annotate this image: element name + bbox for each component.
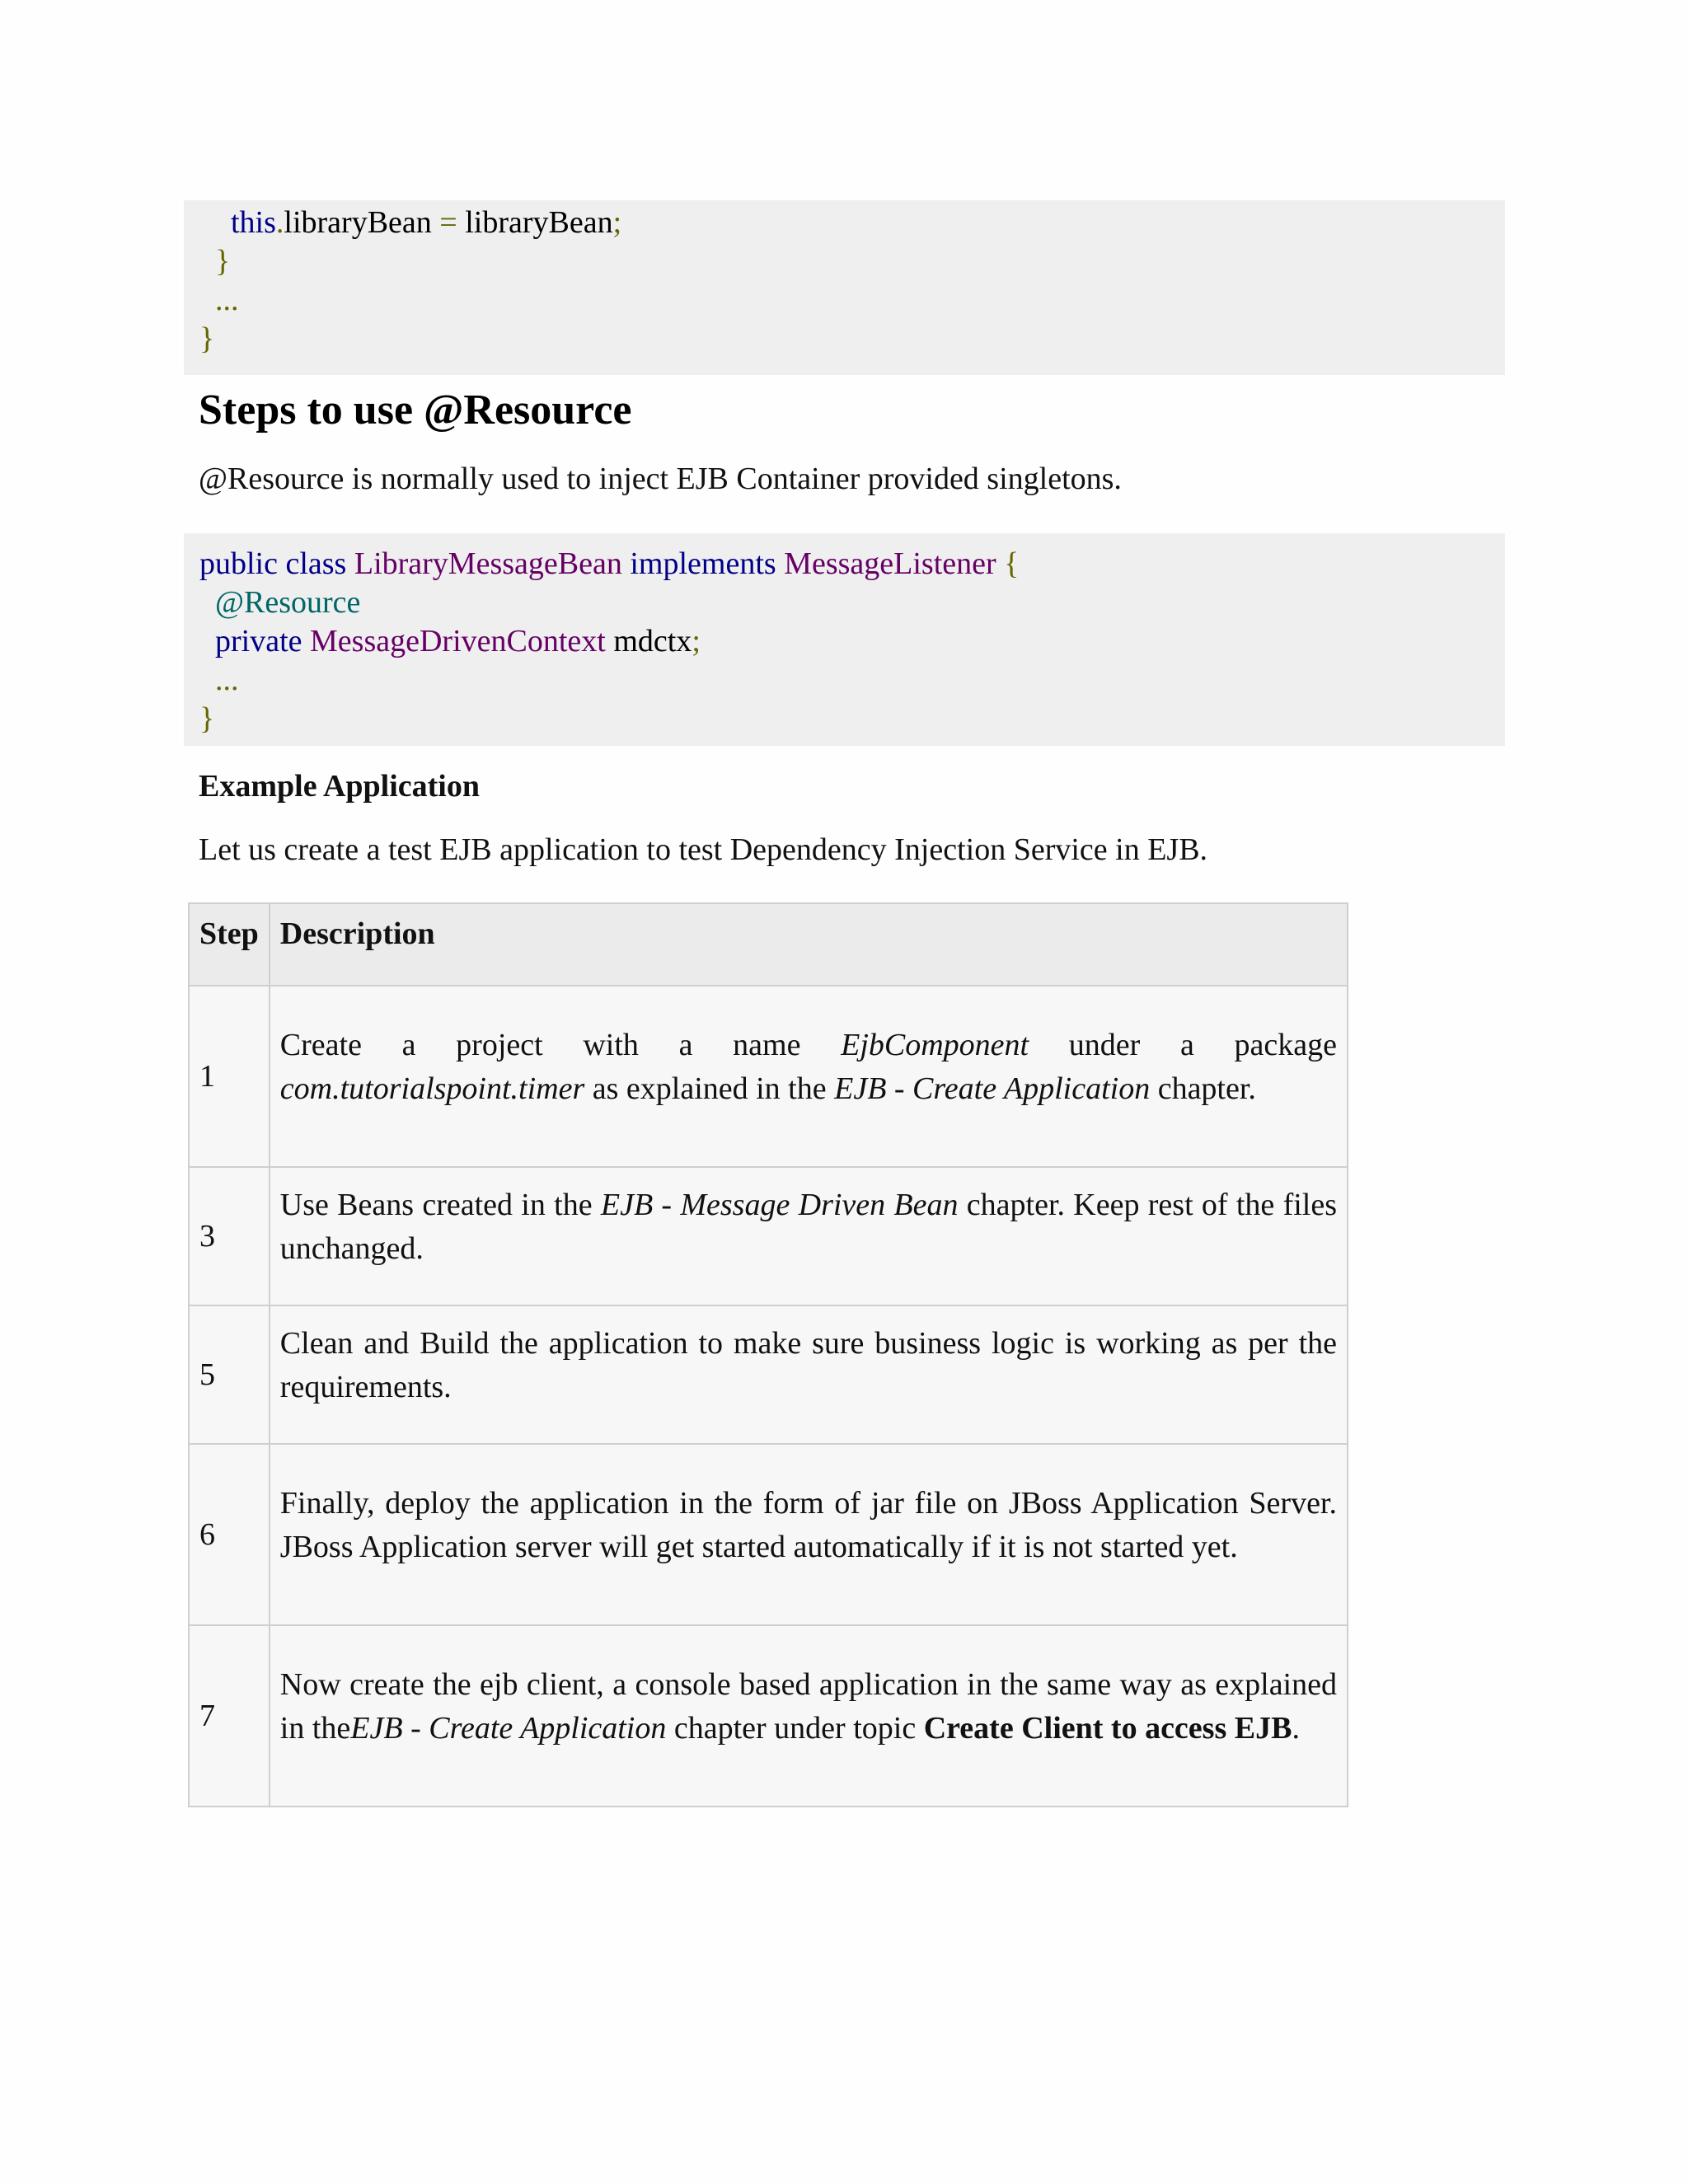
description-text: . <box>1292 1711 1300 1746</box>
description-text: under a package <box>1029 1028 1337 1062</box>
description-text: chapter under topic <box>666 1711 924 1746</box>
description-bold: Create Client to access EJB <box>923 1711 1292 1746</box>
code-line <box>199 700 1505 738</box>
description-text: Finally, deploy the application in the form of jar file on JBoss Application Server. JBoss Application server will get started automatically if it is not started yet. <box>279 1486 1337 1564</box>
step-description <box>270 1305 1348 1444</box>
code-line <box>199 583 1505 622</box>
code-punct: } <box>215 244 231 279</box>
code-block-resource <box>184 533 1505 746</box>
code-punct: ; <box>612 205 622 240</box>
step-description <box>270 986 1348 1167</box>
code-type: MessageDrivenContext <box>310 624 606 658</box>
step-number: 6 <box>189 1444 270 1625</box>
code-line <box>199 622 1505 661</box>
steps-table <box>188 902 1348 1807</box>
description-text: Use Beans created in the <box>279 1188 601 1222</box>
code-punct: { <box>996 546 1020 581</box>
code-keyword: implements <box>621 546 785 581</box>
description-italic: EjbComponent <box>841 1028 1029 1062</box>
code-field: libraryBean <box>284 205 440 240</box>
description-italic: com.tutorialspoint.timer <box>279 1071 585 1106</box>
code-annotation: @Resource <box>215 585 361 620</box>
header-description: Description <box>270 903 1348 986</box>
description-text: chapter. <box>1150 1071 1256 1106</box>
code-punct: } <box>199 701 215 736</box>
description-text: as explained in the <box>584 1071 835 1106</box>
code-line <box>199 661 1505 700</box>
description-italic: EJB - Create Application <box>834 1071 1151 1106</box>
code-punct: . <box>275 205 284 240</box>
step-description <box>270 1167 1348 1305</box>
code-punct: ... <box>215 663 239 697</box>
step-description <box>270 1444 1348 1625</box>
code-type: LibraryMessageBean <box>354 546 622 581</box>
code-keyword: private <box>215 624 311 658</box>
header-step: Step <box>189 903 270 986</box>
table-row <box>189 1167 1348 1305</box>
description-italic: EJB - Create Application <box>350 1711 667 1746</box>
step-description <box>270 1625 1348 1807</box>
table-header-row <box>189 903 1348 986</box>
step-number: 7 <box>189 1625 270 1807</box>
code-line <box>199 204 1505 242</box>
code-punct: ; <box>692 624 701 658</box>
table-row <box>189 986 1348 1167</box>
code-value: libraryBean <box>457 205 613 240</box>
step-number: 5 <box>189 1305 270 1444</box>
table-row <box>189 1444 1348 1625</box>
description-text: Clean and Build the application to make sure business logic is working as per the requirements. <box>279 1326 1337 1404</box>
code-line <box>199 281 1505 320</box>
description-text: Now create the ejb client, a console based application in the same way as explained in the <box>279 1667 1337 1746</box>
table-row <box>189 1625 1348 1807</box>
code-line <box>199 320 1505 359</box>
section-heading: Steps to use @Resource <box>199 387 632 434</box>
code-keyword: this <box>231 205 276 240</box>
description-text: chapter. Keep rest of the files unchanged. <box>279 1188 1337 1266</box>
intro-paragraph: @Resource is normally used to inject EJB Container provided singletons. <box>199 462 1122 496</box>
description-italic: EJB - Message Driven Bean <box>600 1188 959 1222</box>
description-text: Create a project with a name <box>279 1028 842 1062</box>
code-punct: } <box>199 321 215 356</box>
code-type: MessageListener <box>784 546 996 581</box>
example-heading: Example Application <box>199 769 480 804</box>
code-field: mdctx <box>605 624 692 658</box>
code-line <box>199 242 1505 281</box>
code-punct: = <box>439 205 457 240</box>
step-number: 1 <box>189 986 270 1167</box>
code-keyword: public class <box>199 546 354 581</box>
code-line <box>199 545 1505 583</box>
step-number: 3 <box>189 1167 270 1305</box>
example-intro-paragraph: Let us create a test EJB application to test Dependency Injection Service in EJB. <box>199 832 1208 867</box>
code-punct: ... <box>215 283 239 317</box>
code-block-setter <box>184 200 1505 375</box>
table-row <box>189 1305 1348 1444</box>
